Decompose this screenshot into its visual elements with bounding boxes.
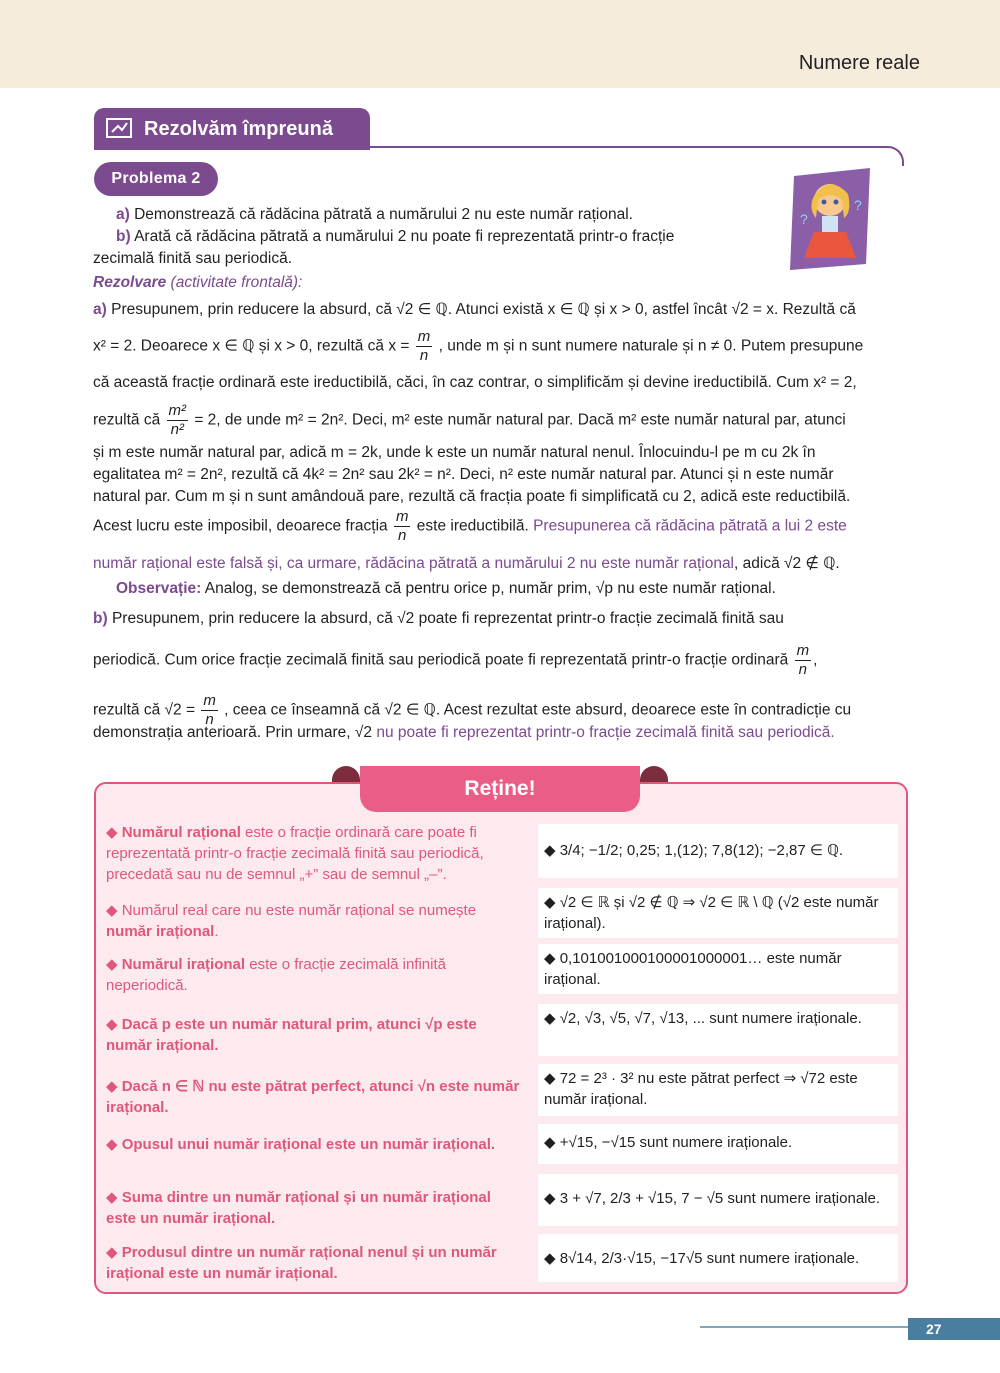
problem-b: b) Arată că rădăcina pătrată a numărului 2 nu poate fi reprezentată printr-o fracție: [116, 228, 675, 245]
retine-row-2-right: ◆ √2 ∈ ℝ și √2 ∉ ℚ ⇒ √2 ∈ ℝ \ ℚ (√2 este număr irațional).: [538, 888, 898, 938]
problem-b-cont: zecimală finită sau periodică.: [93, 250, 293, 267]
retine-row-1-right: ◆ 3/4; −1/2; 0,25; 1,(12); 7,8(12); −2,87 ∈ ℚ.: [538, 824, 898, 878]
page-number: 27: [908, 1318, 1000, 1340]
retine-row-5-left: ◆ Dacă n ∈ ℕ nu este pătrat perfect, atunci √n este număr irațional.: [106, 1078, 520, 1116]
fraction-m-n-3: $\frac{m}{n}$: [796, 642, 810, 678]
retine-row-4-right: ◆ √2, √3, √5, √7, √13, ... sunt numere iraționale.: [538, 1004, 898, 1056]
retine-row-3-right: ◆ 0,101001000100001000001… este număr irațional.: [538, 944, 898, 994]
problem-label: Problema 2: [94, 162, 218, 196]
solution-b-line1: b) Presupunem, prin reducere la absurd, că √2 poate fi reprezentat printr-o fracție zecimală finită sau: [93, 610, 784, 627]
fraction-m2-n2: $\frac{\text{m²}}{\text{n²}}$: [168, 402, 187, 438]
retine-title: Reține!: [360, 766, 640, 812]
solution-a-line1: a) Presupunem, prin reducere la absurd, că √2 ∈ ℚ. Atunci există x ∈ ℚ și x > 0, astfel încât √2 = x. Rezultă că: [93, 301, 856, 318]
solution-a-line6: egalitatea m² = 2n², rezultă că 4k² = 2n² sau 2k² = n². Deci, n² este număr natural par. Atunci și n este număr: [93, 466, 834, 483]
tab-curl-right: [640, 766, 668, 782]
chapter-title: Numere reale: [798, 52, 920, 74]
problem-a: a) Demonstrează că rădăcina pătrată a numărului 2 nu este număr rațional.: [116, 206, 633, 223]
fraction-m-n: $\frac{m}{n}$: [417, 328, 431, 364]
fraction-m-n-4: $\frac{m}{n}$: [203, 692, 216, 728]
solution-b-line2: periodică. Cum orice fracție zecimală finită sau periodică poate fi reprezentată printr-o fracție ordinară $\frac{m}{n}$ ,: [93, 642, 818, 678]
section-banner: [94, 108, 370, 150]
solution-a-line2: x² = 2. Deoarece x ∈ ℚ și x > 0, rezultă că x = $\frac{m}{n}$ , unde m și n sunt numere naturale și n ≠ 0. Putem presupune: [93, 328, 864, 364]
girl-illustration: [786, 166, 874, 272]
retine-row-8-right: ◆ 8√14, 2/3·√15, −17√5 sunt numere iraționale.: [538, 1234, 898, 1282]
section-rule: [94, 146, 904, 166]
solution-a-line5: și m este număr natural par, adică m = 2k, unde k este un număr natural nenul. Înlocuindu-l pe m cu 2k în: [93, 444, 816, 461]
retine-row-8-left: ◆ Produsul dintre un număr rațional nenul și un număr irațional este un număr irațional.: [106, 1244, 497, 1282]
solution-a-line7: natural par. Cum m și n sunt amândouă pare, rezultă că fracția poate fi simplificată cu 2, adică este reductibilă.: [93, 488, 851, 505]
retine-row-2-left: ◆ Numărul real care nu este număr rațional se numește număr irațional.: [106, 902, 477, 940]
retine-row-4-left: ◆ Dacă p este un număr natural prim, atunci √p este număr irațional.: [106, 1016, 477, 1054]
solution-a-line8: Acest lucru este imposibil, deoarece fracția $\frac{m}{n}$ este ireductibilă. Presupunerea că rădăcina pătrată a lui 2 este: [93, 508, 847, 544]
retine-row-1-left: ◆ Numărul rațional este o fracție ordinară care poate fi reprezentată printr-o fracție zecimală finită sau periodică, precedată sau nu de semnul „+” sau de semnul „–”.: [106, 824, 484, 883]
tab-curl-left: [332, 766, 360, 782]
footer-rule: [700, 1326, 910, 1328]
section-title: Rezolvăm împreună: [144, 117, 333, 140]
fraction-m-n-2: $\frac{m}{n}$: [395, 508, 409, 544]
retine-row-6-right: ◆ +√15, −√15 sunt numere iraționale.: [538, 1124, 898, 1164]
observation: Observație: Analog, se demonstrează că pentru orice p, număr prim, √p nu este număr rațional.: [116, 580, 776, 597]
svg-text:?: ?: [854, 197, 862, 213]
retine-row-7-right: ◆ 3 + √7, 2/3 + √15, 7 − √5 sunt numere iraționale.: [538, 1174, 898, 1226]
solution-heading: Rezolvare (activitate frontală):: [93, 274, 303, 291]
retine-row-3-left: ◆ Numărul irațional este o fracție zecimală infinită neperiodică.: [106, 956, 446, 994]
retine-row-6-left: ◆ Opusul unui număr irațional este un număr irațional.: [106, 1136, 496, 1153]
svg-text:?: ?: [800, 211, 808, 227]
retine-row-7-left: ◆ Suma dintre un număr rațional și un număr irațional este un număr irațional.: [106, 1189, 491, 1227]
retine-row-5-right: ◆ 72 = 2³ · 3² nu este pătrat perfect ⇒ √72 este număr irațional.: [538, 1064, 898, 1116]
solution-a-line4: rezultă că $\frac{\text{m²}}{\text{n²}}$ = 2, de unde m² = 2n². Deci, m² este număr natural par. Dacă m² este număr natural par, atunci: [93, 402, 846, 438]
solution-a-line9: număr rațional este falsă și, ca urmare, rădăcina pătrată a numărului 2 nu este număr rațional, adică √2 ∉ ℚ.: [93, 555, 840, 572]
solution-a-line3: că această fracție ordinară este ireductibilă, căci, în caz contrar, o simplificăm și devine ireductibilă. Cum x² = 2,: [93, 374, 857, 391]
solution-b-line4: demonstrația anterioară. Prin urmare, √2 nu poate fi reprezentat printr-o fracție zecimală finită sau periodică.: [93, 724, 835, 741]
solution-b-line3: rezultă că √2 = $\frac{m}{n}$ , ceea ce înseamnă că √2 ∈ ℚ. Acest rezultat este absurd, deoarece este în contradicție cu: [93, 692, 852, 728]
board-icon: [106, 118, 132, 140]
